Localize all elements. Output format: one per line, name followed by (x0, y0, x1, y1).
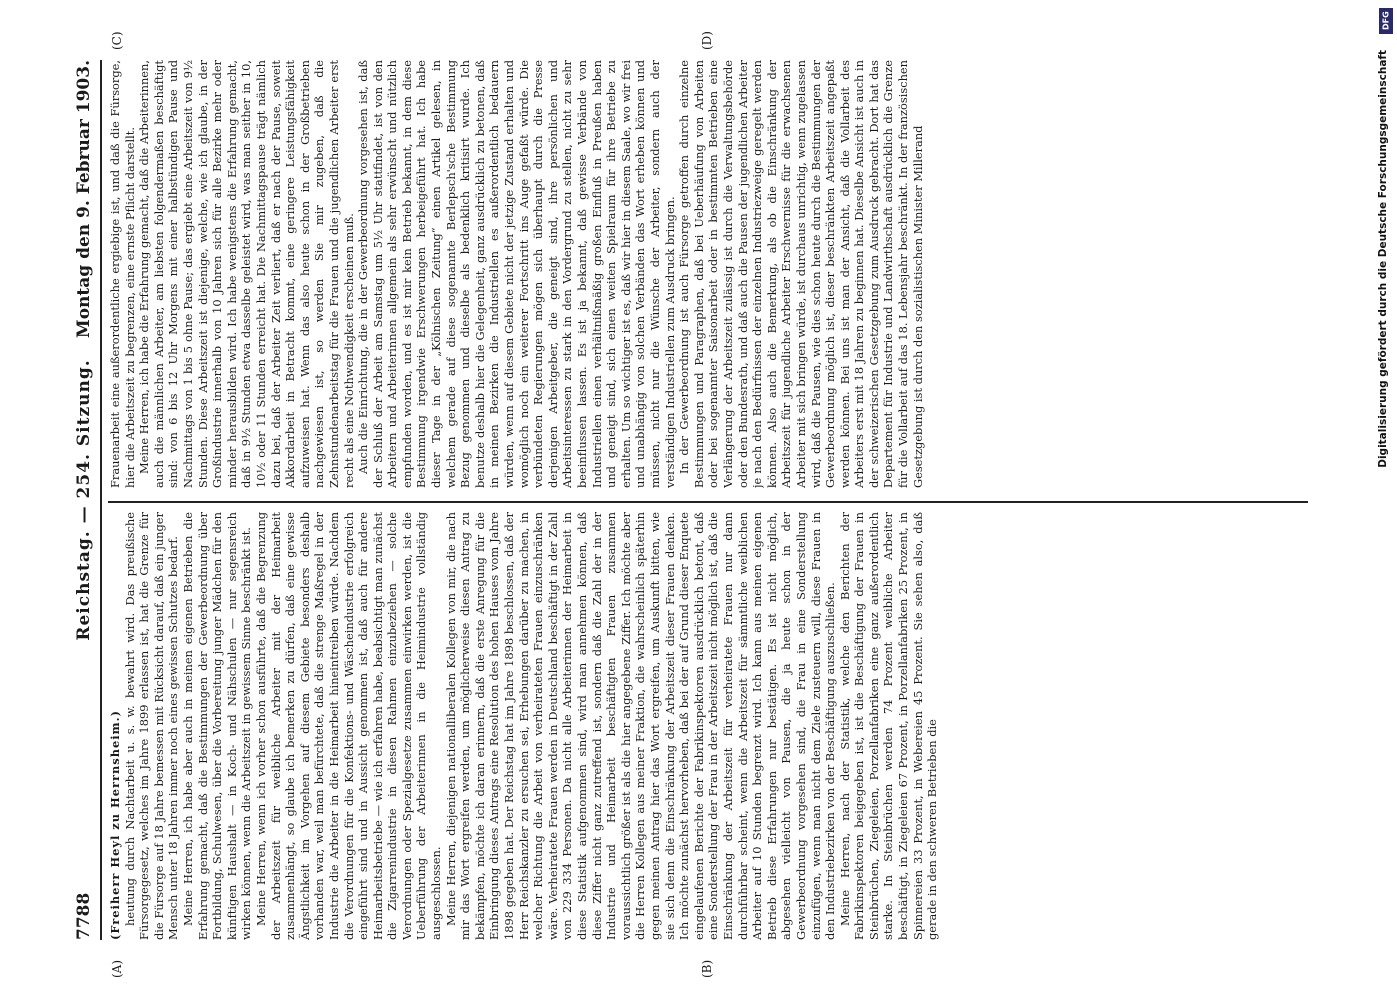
dfg-stamp (1377, 10, 1391, 990)
stamp-text: Digitalisierung gefördert durch die Deutsche Forschungsgemeinschaft (1377, 50, 1389, 468)
paragraph: Auch die Einrichtung, die in der Gewerbeordnung vorgesehen ist, daß der Schluß der Arbeit am Samstag um 5½ Uhr stattfindet, ist von den Arbeitern und Arbeiterinnen allgemein als sehr erwünscht und nützlich empfunden worden, und es ist mir kein Betrieb bekannt, in dem diese Bestimmung irgendwie Erschwerungen herbeigeführt hat. Ich habe dieser Tage in der „Kölnischen Zeitung“ einen Artikel gelesen, in welchem gerade auf diese sogenannte Berlepsch'sche Bestimmung Bezug genommen und dieselbe als bedenklich kritisirt wurde. Ich benutze deshalb hier die Gelegenheit, ganz ausdrücklich zu betonen, daß in meinen Bezirken die Industriellen es außerordentlich bedauern würden, wenn auf diesem Gebiete nicht der jetzige Zustand erhalten und womöglich noch ein weiterer Fortschritt ins Auge gefaßt würde. Die verbündeten Regierungen mögen sich überhaupt durch die Presse derjenigen Arbeitgeber, die geneigt sind, ihre persönlichen und Arbeitsinteressen zu stark in den Vordergrund zu stellen, nicht zu sehr beeinflussen lassen. Es ist ja bekannt, daß gewisse Verbände von Industriellen einen verhältnißmäßig großen Einfluß in Preußen haben und geneigt sind, sich einen weiten Spielraum für ihre Betriebe zu erhalten. Um so wichtiger ist es, daß wir hier in diesem Saale, wo wir frei und unabhängig von solchen Verbänden das Wort erheben können und müssen, nicht nur die Wünsche der Arbeiter, sondern auch der verständigen Industriellen zum Ausdruck bringen. (356, 60, 677, 488)
column-divider (108, 501, 1308, 503)
header-rule (100, 60, 102, 940)
session-date: Montag den 9. Februar 1903. (74, 60, 94, 339)
left-column (108, 512, 1328, 940)
right-column (108, 60, 1328, 488)
paragraph: Meine Herren, ich habe die Erfahrung gemacht, daß die Arbeiterinnen, auch die männlichen Arbeiter, am liebsten folgendermaßen beschäftigt sind: von 6 bis 12 Uhr Morgens mit einer halbstündigen Pause und Nachmittags von 1 bis 5 ohne Pause; das ergiebt eine Arbeitszeit von 9½ Stunden. Diese Arbeitszeit ist diejenige, welche, wie ich glaube, in der Großindustrie innerhalb von 10 Jahren sich für alle Bezirke mehr oder minder herausbilden wird. Ich habe wenigstens die Erfahrung gemacht, daß in 9½ Stunden etwa dasselbe geleistet wird, was man seither in 10, 10½ oder 11 Stunden erreicht hat. Die Nachmittagspause trägt nämlich dazu bei, daß der Arbeiter Zeit verliert, daß er nach der Pause, soweit Akkordarbeit in Betracht kommt, eine geringere Leistungsfähigkeit aufzuweisen hat. Wenn das also heute schon in der Großbetrieben nachgewiesen ist, so werden Sie mir zugeben, daß die Zehnstundenarbeitstag für die Frauen und die jugendlichen Arbeiter erst recht als eine Nothwendigkeit erscheinen muß. (137, 60, 356, 488)
paragraph: heutung durch Nachtarbeit u. s. w. bewahrt wird. Das preußische Fürsorgegesetz, welches im Jahre 1899 erlassen ist, hat die Grenze für die Fürsorge auf 18 Jahre bemessen mit Rücksicht darauf, daß ein junger Mensch unter 18 Jahren immer noch eines gewissen Schutzes bedarf. (122, 512, 181, 940)
paragraph: Meine Herren, nach der Statistik, welche den Berichten der Fabrikinspektoren beigegeben ist, ist die Beschäftigung der Frauen in Steinbrüchen, Ziegeleien, Porzellanfabriken eine ganz außerordentlich starke. In Steinbrüchen werden 74 Prozent weibliche Arbeiter beschäftigt, in Ziegeleien 67 Prozent, in Porzellanfabriken 25 Prozent, in Spinnereien 33 Prozent, in Webereien 45 Prozent. Sie sehen also, daß gerade in den schweren Betrieben die (837, 512, 940, 940)
margin-marker-a: (A) (110, 959, 124, 978)
page-number: 7788 (74, 892, 94, 940)
speaker-line: (Freiherr Heyl zu Herrnsheim.) (108, 710, 122, 940)
paragraph: In der Gewerbeordnung ist auch Fürsorge getroffen durch einzelne Bestimmungen und Paragraphen, daß bei Ueberhäufung von Arbeiten oder bei sogenannter Saisonarbeit oder in bestimmten Betrieben eine Verlängerung der Arbeitszeit zulässig ist durch die Verwaltungsbehörde oder den Bundesrath, und daß auch die Pausen der jugendlichen Arbeiter je nach den Bedürfnissen der einzelnen Industriezweige geregelt werden können. Also auch die Bemerkung, als ob die Einschränkung der Arbeitszeit für jugendliche Arbeiter Erschwernisse für die erwachsenen Arbeiter mit sich bringen würde, ist durchaus unrichtig, wenn zugelassen wird, daß die Pausen, wie dies schon heute durch die Bestimmungen der Gewerbeordnung möglich ist, dieser beschränkten Arbeitszeit angepaßt werden können. Bei uns ist man der Ansicht, daß die Vollarbeit des Arbeiters erst mit 18 Jahren zu beginnen hat. Dieselbe Ansicht ist auch in der schweizerischen Gesetzgebung zum Ausdruck gebracht. Dort hat das Departement für Industrie und Landwirthschaft ausdrücklich die Grenze für die Vollarbeit auf das 18. Lebensjahr beschränkt. In der französischen Gesetzgebung ist durch den sozialistischen Minister Millerand (677, 60, 925, 488)
paragraph: Meine Herren, diejenigen nationalliberalen Kollegen von mir, die nach mir das Wort ergreifen werden, um möglicherweise diesen Antrag zu bekämpfen, möchte ich daran erinnern, daß die erste Anregung für die Einbringung dieses Antrags eine Resolution des hohen Hauses vom Jahre 1898 gegeben hat. Der Reichstag hat im Jahre 1898 beschlossen, daß der Herr Reichskanzler zu ersuchen sei, Erhebungen darüber zu machen, in welcher Richtung die Arbeit von verheirateten Frauen einzuschränken wäre. Verheiratete Frauen werden in Deutschland beschäftigt in der Zahl von 229 334 Personen. Da nicht alle Arbeiterinnen der Heimarbeit in diese Statistik aufgenommen sind, wird man annehmen können, daß diese Ziffer nicht ganz zutreffend ist, sondern daß die Zahl der in der Industrie und Heimarbeit beschäftigten Frauen zusammen voraussichtlich größer ist als die hier angegebene Ziffer. Ich möchte aber die Herren Kollegen aus meiner Fraktion, die wahrscheinlich späterhin gegen meinen Antrag hier das Wort ergreifen, um Auskunft bitten, wie sie sich denn die Einschränkung der Arbeitszeit dieser Frauen denken. Ich möchte zunächst hervorheben, daß bei der auf Grund dieser Enquete eingelaufenen Berichte der Fabrikinspektoren ausdrücklich betont, daß eine Sonderstellung der Frau in der Arbeitszeit nicht möglich ist, daß die Einschränkung der Arbeitszeit für verheiratete Frauen nur dann durchführbar scheint, wenn die Arbeitszeit für sämmtliche weiblichen Arbeiter auf 10 Stunden begrenzt wird. Ich kann aus meinen eigenen Betrieb diese Erfahrungen nur bestätigen. Es ist nicht möglich, abgesehen vielleicht von Pausen, die ja heute schon in der Gewerbeordnung vorgesehen sind, die Frau in eine Sonderstellung einzufügen, wenn man nicht dem Ziele zusteuern will, diese Frauen in den Industriebezirken von der Beschäftigung auszuschließen. (443, 512, 838, 940)
margin-marker-c: (C) (110, 31, 124, 50)
paragraph: Meine Herren, wenn ich vorher schon ausführte, daß die Begrenzung der Arbeitszeit für weibliche Arbeiter mit der Heimarbeit zusammenhängt, so glaube ich bemerken zu dürfen, daß eine gewisse Ängstlichkeit im Vorgehen auf diesem Gebiete besonders deshalb vorhanden war, weil man befürchtete, daß die strenge Maßregel in der Industrie die Arbeiter in die Heimarbeit hineintreiben würde. Nachdem die Verordnungen für die Konfektions- und Wäscheindustrie erfolgreich eingeführt sind und in Aussicht genommen ist, daß auch für andere Heimarbeitsbetriebe — wie ich erfahren habe, beabsichtigt man zunächst die Zigarrenindustrie in diesen Rahmen einzubeziehen — solche Verordnungen oder Spezialgesetze zusammen einwirken werden, ist die Ueberführung der Arbeiterinnen in die Heimindustrie vollständig ausgeschlossen. (253, 512, 444, 940)
paragraph: Meine Herren, ich habe aber auch in meinen eigenen Betrieben die Erfahrung gemacht, daß die Bestimmungen der Gewerbeordnung über Fortbildung, Schulwesen, über die Vorbereitung junger Mädchen für den künftigen Haushalt — in Koch- und Nähschulen — nur segensreich wirken können, wenn die Arbeitszeit in gewissem Sinne beschränkt ist. (180, 512, 254, 940)
page-header (70, 60, 100, 940)
margin-marker-b: (B) (700, 959, 714, 978)
session-title: Reichstag. — 254. Sitzung. (74, 359, 94, 641)
paragraph: Frauenarbeit eine außerordentliche ergiebige ist, und daß die Fürsorge, hier die Arbeitszeit zu begrenzen, eine ernste Pflicht darstellt. (108, 60, 137, 488)
margin-marker-d: (D) (700, 31, 714, 50)
dfg-logo: DFG (1379, 8, 1393, 34)
